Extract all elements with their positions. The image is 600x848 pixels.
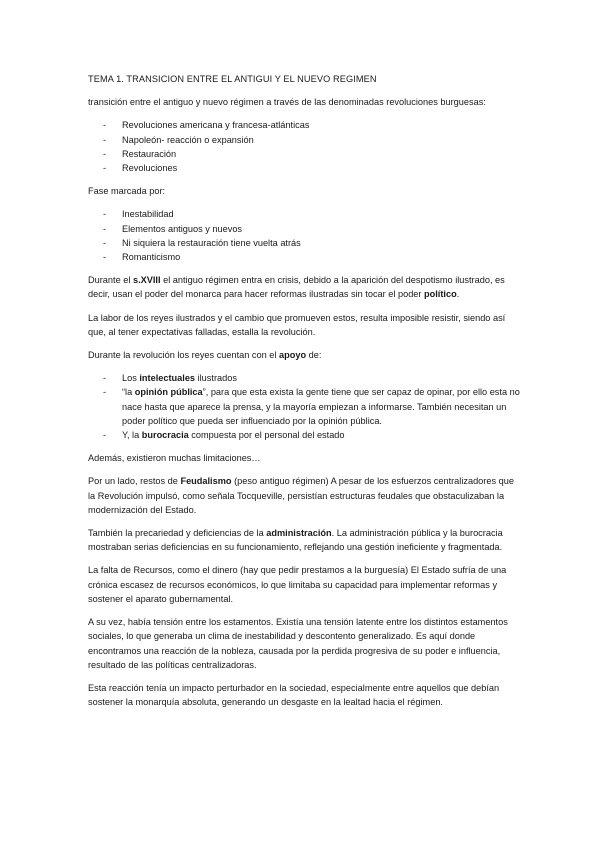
administracion-paragraph — [88, 526, 522, 554]
apoyo-list — [88, 371, 522, 442]
bold-term: intelectuales — [139, 373, 196, 384]
bold-term: opinión pública — [134, 387, 203, 398]
list-item — [88, 385, 522, 428]
document-title: TEMA 1. TRANSICION ENTRE EL ANTIGUI Y EL NUEVO REGIMEN — [88, 74, 377, 84]
list-item: - Romanticismo — [88, 250, 522, 264]
reaccion-paragraph: Esta reacción tenía un impacto perturbador en la sociedad, especialmente entre aquellos que debían sostener la monarquía absoluta, generando un desgaste en la lealtad hacia el régimen. — [88, 682, 500, 708]
list-item: - Restauración — [88, 147, 522, 161]
reyes-paragraph: La labor de los reyes ilustrados y el cambio que promueven estos, resulta imposible resistir, siendo así que, al tener expectativas falladas, estalla la revolución. — [88, 312, 506, 337]
bold-term: s.XVIII — [132, 275, 161, 286]
text-run: compuesta por el personal del estado — [188, 430, 345, 441]
list-item — [88, 428, 522, 442]
recursos-paragraph: La falta de Recursos, como el dinero (hay que pedir prestamos a la burguesía) El Estado sufría de una crónica escasez de recursos económicos, lo que limitaba su capacidad para implementar reformas y sostener el aparato gubernamental. — [88, 565, 507, 604]
text-run: También la precariedad y deficiencias de la — [88, 528, 267, 539]
bold-term: apoyo — [279, 350, 307, 361]
list-item: - Elementos antiguos y nuevos — [88, 222, 522, 236]
text-run: “la — [122, 387, 135, 398]
text-run: el antiguo régimen entra en crisis, debido a la aparición del despotismo ilustrado, es decir, usan el poder del monarca para hacer reformas ilustradas sin tocar el poder — [88, 275, 505, 300]
list-item: - Revoluciones americana y francesa-atlánticas — [88, 118, 522, 132]
intro-paragraph: transición entre el antiguo y nuevo régimen a través de las denominadas revoluciones burguesas: — [88, 97, 486, 108]
text-run: (peso antiguo régimen) A pesar de los esfuerzos centralizadores que la Revolución impulsó, como señala Tocqueville, persistían estructuras feudales que obstaculizaban la modernización del Estado. — [88, 476, 514, 515]
list-item: - Ni siquiera la restauración tiene vuelta atrás — [88, 236, 522, 250]
bold-term: Feudalismo — [180, 476, 232, 487]
text-run: ”, para que esta exista la gente tiene que ser capaz de opinar, por ello esta no nace hasta que aparece la prensa, y la mayoría empiezan a informarse. También necesitan un poder político que pueda ser influenciado por la opinión pública. — [122, 387, 520, 426]
text-run: . — [456, 289, 460, 300]
text-run: ilustrados — [195, 373, 237, 384]
text-run: Por un lado, restos de — [88, 476, 181, 487]
xviii-paragraph — [88, 273, 522, 301]
list-item: - Napoleón- reacción o expansión — [88, 133, 522, 147]
list-item: - Inestabilidad — [88, 207, 522, 221]
feudalismo-paragraph — [88, 474, 522, 517]
text-run: de: — [306, 350, 322, 361]
list-item — [88, 371, 522, 385]
bold-term: político — [424, 289, 457, 300]
text-run: Durante la revolución los reyes cuentan con el — [88, 350, 280, 361]
text-run: Los — [122, 373, 140, 384]
text-run: Durante el — [88, 275, 133, 286]
bold-term: administración — [266, 528, 332, 539]
text-run: . La administración pública y la burocracia mostraban serias deficiencias en su funcionamiento, reflejando una gestión ineficiente y fragmentada. — [88, 528, 503, 553]
tension-paragraph: A su vez, había tensión entre los estamentos. Existía una tensión latente entre los distintos estamentos sociales, lo que generaba un clima de inestabilidad y descontento generalizado. Es aquí donde encontramos una reacción de la nobleza, causada por la perdida progresiva de su poder e influencia, resultado de las políticas centralizadoras. — [88, 617, 508, 670]
phase-list — [88, 207, 522, 264]
ademas-paragraph: Además, existieron muchas limitaciones… — [88, 453, 261, 464]
phase-label: Fase marcada por: — [88, 186, 166, 197]
text-run: Y, la — [122, 430, 142, 441]
revolutions-list — [88, 118, 522, 175]
bold-term: burocracia — [141, 430, 189, 441]
apoyo-paragraph — [88, 348, 522, 362]
list-item: - Revoluciones — [88, 161, 522, 175]
